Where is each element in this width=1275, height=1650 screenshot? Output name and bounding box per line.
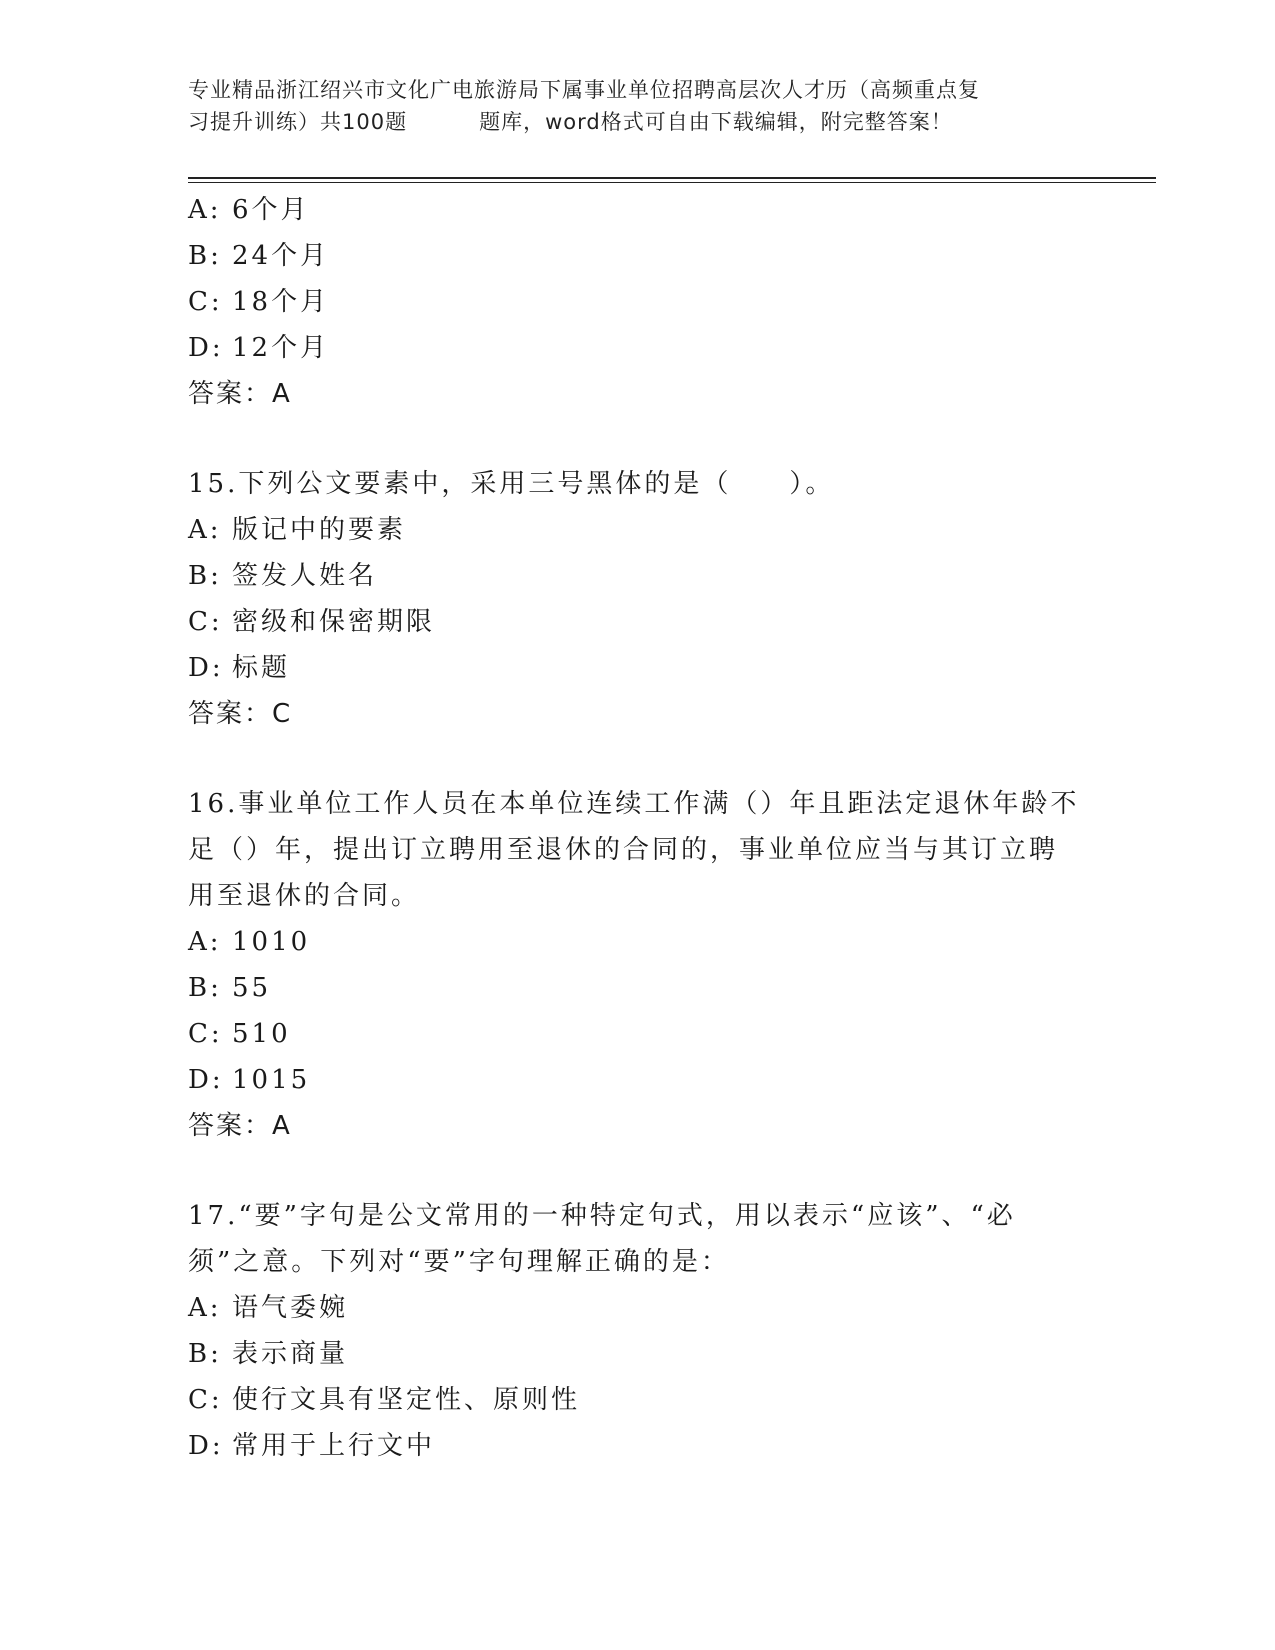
option-text: 版记中的要素 (232, 515, 407, 545)
question-stem (188, 781, 1088, 919)
option-text: 18个月 (232, 287, 330, 317)
header-line-1: 专业精品浙江绍兴市文化广电旅游局下属事业单位招聘高层次人才历（高频重点复 (188, 78, 980, 102)
option-text: 12个月 (232, 333, 330, 363)
question-16 (188, 781, 1088, 1149)
option-label: D: (188, 333, 224, 363)
option-text: 使行文具有坚定性、原则性 (232, 1385, 581, 1415)
question-stem-line: 用至退休的合同。 (188, 881, 421, 911)
question-17 (188, 1193, 1088, 1469)
option-label: C: (188, 1019, 223, 1049)
option-label: D: (188, 1431, 224, 1461)
option-a (188, 507, 1088, 553)
option-d (188, 325, 1088, 371)
question-15 (188, 461, 1088, 737)
option-d (188, 1423, 1088, 1469)
option-d (188, 645, 1088, 691)
option-b (188, 965, 1088, 1011)
option-label: C: (188, 607, 223, 637)
option-label: C: (188, 287, 223, 317)
option-text: 510 (232, 1019, 291, 1049)
option-label: C: (188, 1385, 223, 1415)
option-b (188, 1331, 1088, 1377)
question-stem-line: 足（）年，提出订立聘用至退休的合同的，事业单位应当与其订立聘 (188, 835, 1059, 865)
option-a (188, 187, 1088, 233)
option-label: B: (188, 973, 222, 1003)
question-stem-line: 16.事业单位工作人员在本单位连续工作满（）年且距法定退休年龄不 (188, 789, 1080, 819)
option-text: 6个月 (232, 195, 310, 225)
answer: 答案：A (188, 379, 292, 409)
option-text: 1010 (232, 927, 311, 957)
question-stem-line: 须”之意。下列对“要”字句理解正确的是： (188, 1247, 730, 1277)
header-divider-thick (188, 177, 1156, 179)
option-label: D: (188, 653, 224, 683)
option-label: B: (188, 1339, 222, 1369)
answer: 答案：C (188, 699, 293, 729)
option-text: 1015 (232, 1065, 311, 1095)
option-c (188, 1011, 1088, 1057)
option-c (188, 1377, 1088, 1423)
document-header (188, 74, 1088, 138)
option-label: B: (188, 241, 222, 271)
option-c (188, 599, 1088, 645)
option-label: A: (188, 927, 222, 957)
option-text: 24个月 (232, 241, 330, 271)
option-b (188, 553, 1088, 599)
option-text: 密级和保密期限 (232, 607, 436, 637)
question-14 (188, 187, 1088, 417)
option-text: 签发人姓名 (232, 561, 378, 591)
option-label: A: (188, 195, 222, 225)
option-text: 标题 (232, 653, 291, 683)
option-label: B: (188, 561, 222, 591)
option-a (188, 919, 1088, 965)
option-b (188, 233, 1088, 279)
option-label: A: (188, 1293, 222, 1323)
answer: 答案：A (188, 1111, 292, 1141)
header-divider-thin (188, 182, 1156, 183)
option-text: 55 (232, 973, 272, 1003)
header-line-2 (188, 106, 1088, 138)
header-line-2-part-2: 题库，word格式可自由下载编辑，附完整答案！ (479, 110, 953, 134)
option-label: A: (188, 515, 222, 545)
option-text: 常用于上行文中 (232, 1431, 436, 1461)
question-stem-line: 17.“要”字句是公文常用的一种特定句式，用以表示“应该”、“必 (188, 1201, 1016, 1231)
question-stem: 15.下列公文要素中，采用三号黑体的是（ ）。 (188, 469, 835, 499)
question-stem (188, 1193, 1088, 1285)
option-label: D: (188, 1065, 224, 1095)
option-d (188, 1057, 1088, 1103)
document-body (188, 187, 1088, 1469)
option-text: 语气委婉 (232, 1293, 349, 1323)
option-text: 表示商量 (232, 1339, 349, 1369)
option-a (188, 1285, 1088, 1331)
header-line-2-part-1: 习提升训练）共100题 (188, 110, 408, 134)
option-c (188, 279, 1088, 325)
